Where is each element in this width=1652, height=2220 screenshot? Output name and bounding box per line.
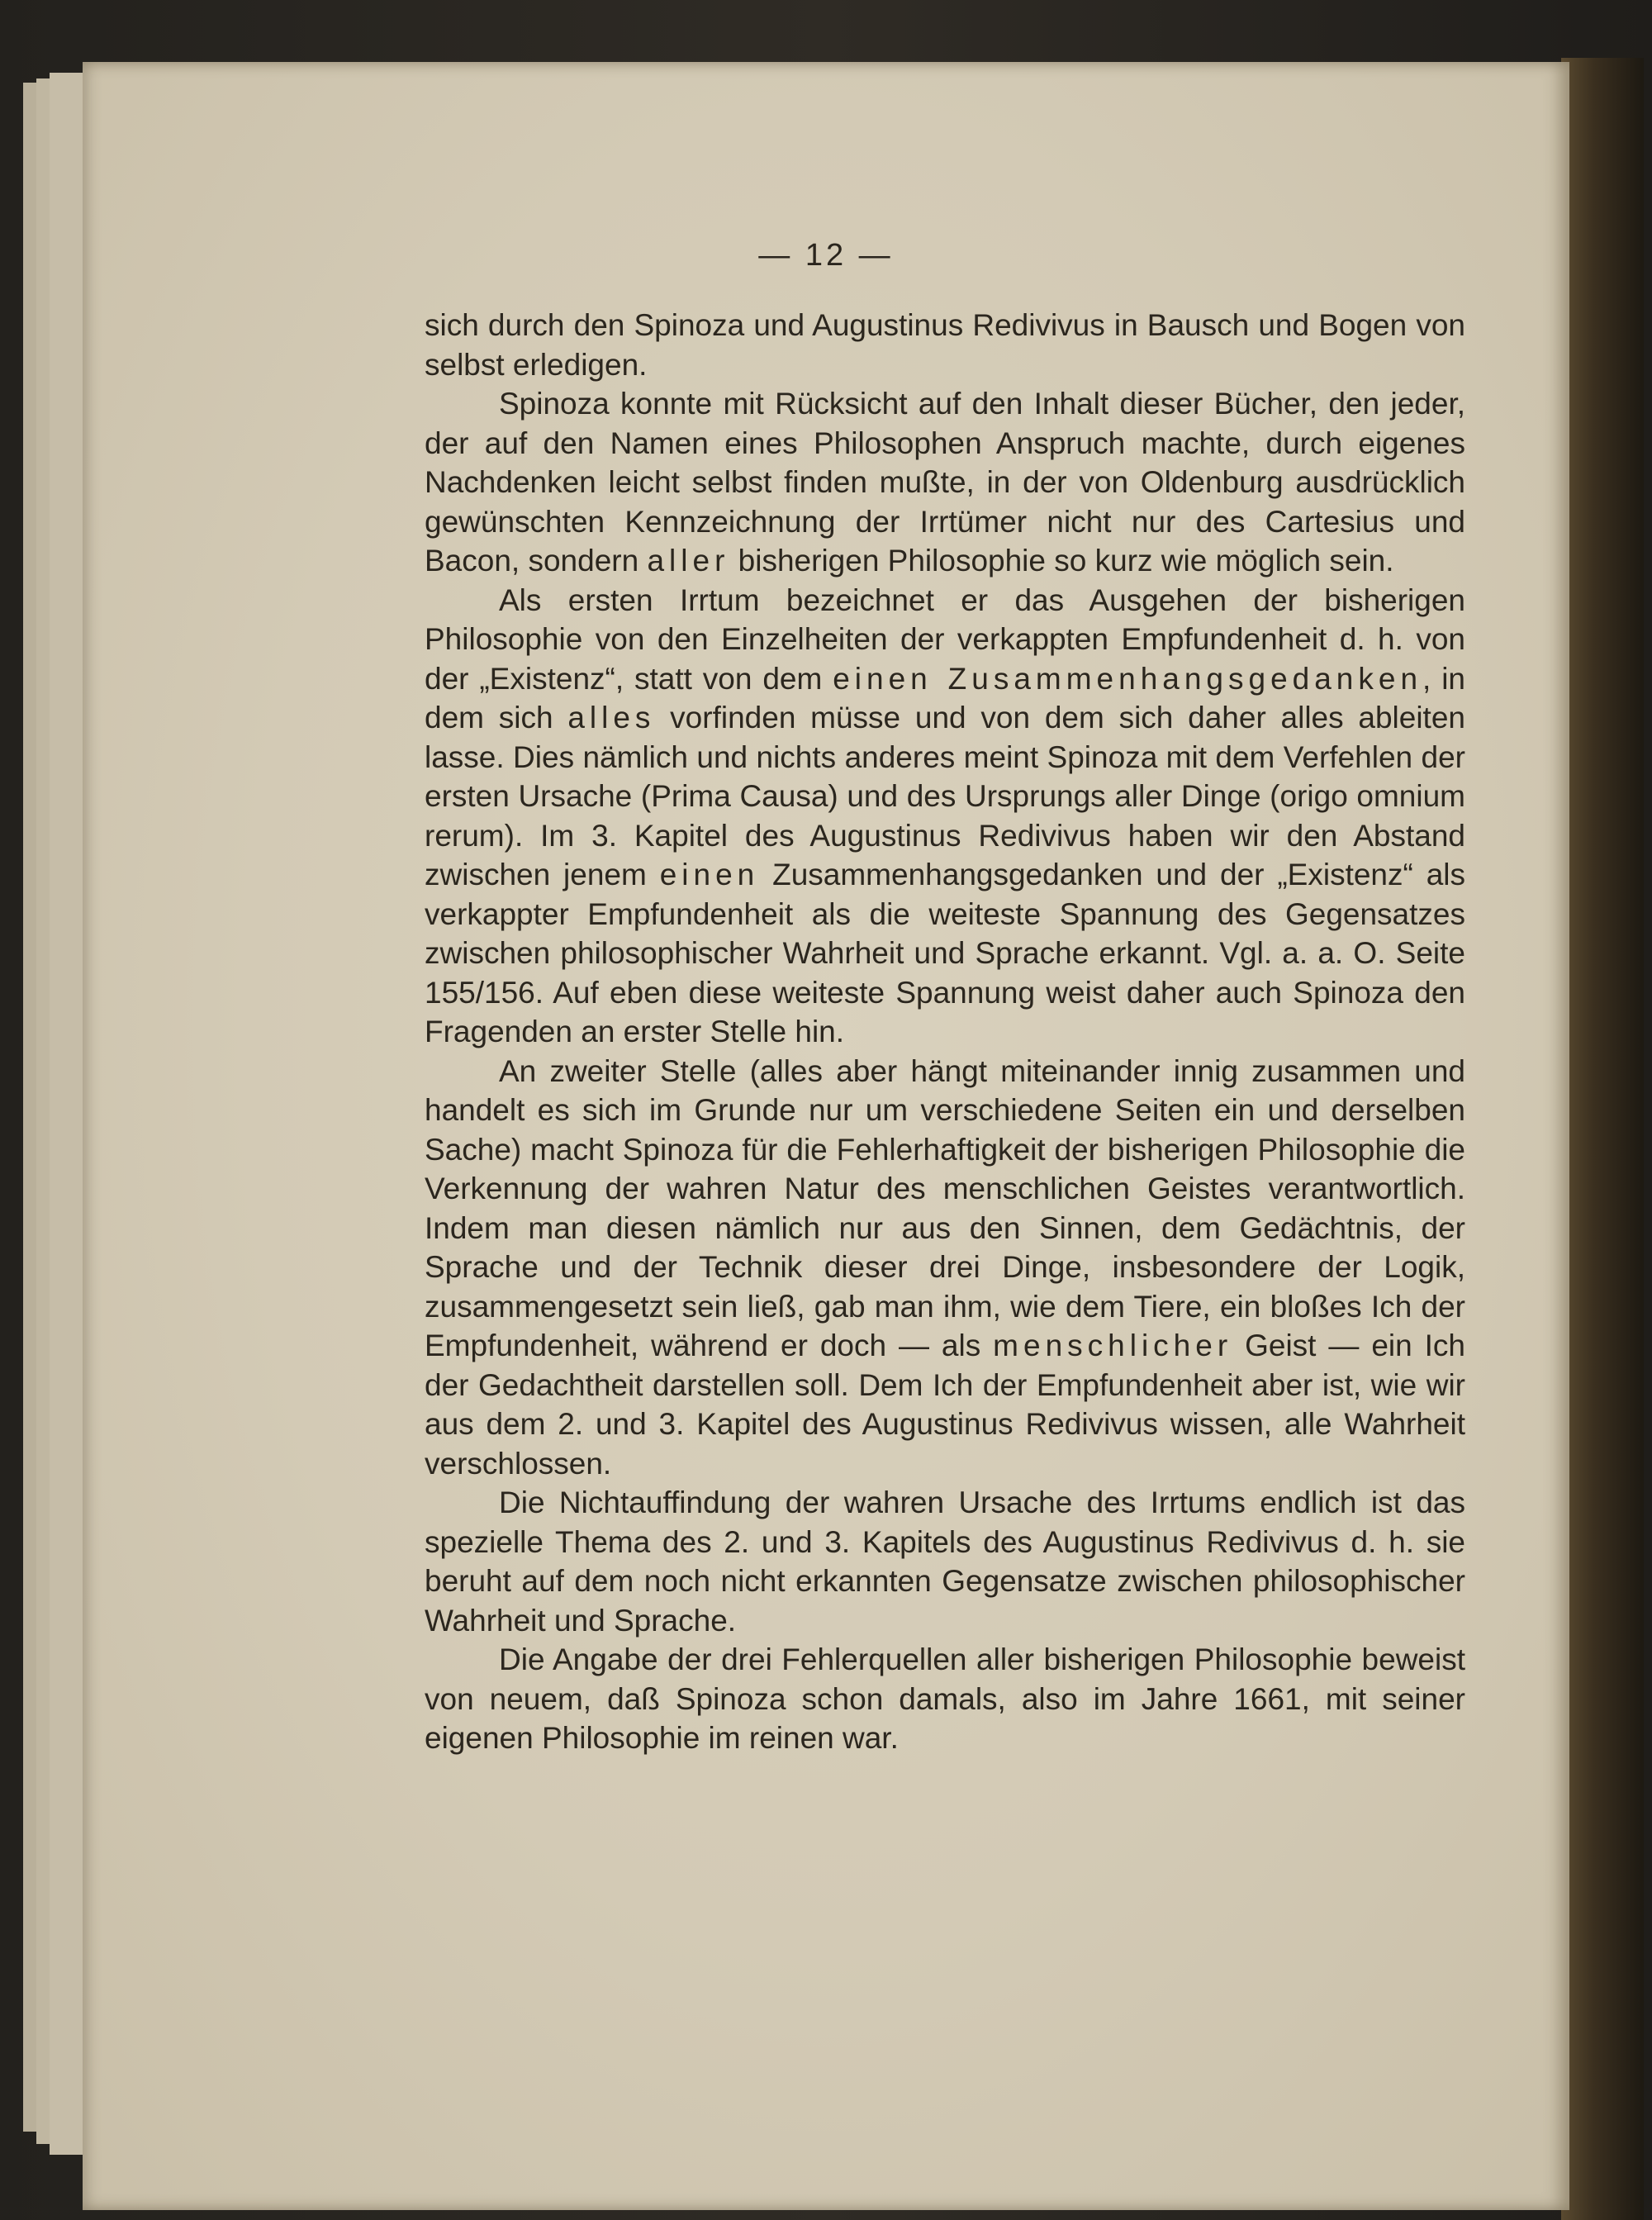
paragraph-5 [425, 1483, 1465, 1640]
emphasis-spaced: menschlicher [993, 1329, 1233, 1362]
text-run: Geist — ein Ich der Gedachtheit darstellen soll. Dem Ich der Empfundenheit aber ist, wie wir aus dem 2. und 3. Kapitel des Augustinus Redivivus wissen, alle Wahrheit verschlossen. [425, 1329, 1465, 1481]
text-run: An zweiter Stelle (alles aber hängt miteinander innig zusammen und handelt es sich im Grunde nur um verschiedene Seiten ein und derselben Sache) macht Spinoza für die Fehlerhaftigkeit der bisherigen Philosophie die Verkennung der wahren Natur des menschlichen Geistes verantwortlich. Indem man diesen nämlich nur aus den Sinnen, dem Gedächtnis, der Sprache und der Technik dieser drei Dinge, insbesondere der Logik, zusammengesetzt sein ließ, gab man ihm, wie dem Tiere, ein bloßes Ich der Empfundenheit, während er doch — als [425, 1053, 1465, 1362]
text-run: Spinoza konnte mit Rücksicht auf den Inhalt dieser Bücher, den jeder, der auf den Namen eines Philosophen Anspruch machte, durch eigenes Nachdenken leicht selbst finden mußte, in der von Oldenburg ausdrücklich gewünschten Kennzeichnung der Irrtümer nicht nur des Cartesius und Bacon, sondern [425, 387, 1465, 578]
paragraph-6 [425, 1640, 1465, 1758]
paragraph-2 [425, 384, 1465, 581]
text-run: , in dem sich [425, 661, 1466, 734]
paragraph-3 [425, 581, 1465, 1052]
emphasis-spaced: einen Zusammenhangsgedanken [833, 661, 1423, 696]
paragraph-1 [425, 306, 1465, 384]
body-text [425, 306, 1465, 1758]
text-run: vorfinden müsse und von dem sich daher alles ableiten lasse. Dies nämlich und nichts anderes meint Spinoza mit dem Verfehlen der ersten Ursache (Prima Causa) und des Ursprungs aller Dinge (origo omnium rerum). Im 3. Kapitel des Augustinus Redivivus haben wir den Abstand zwischen jenem [425, 701, 1465, 891]
text-run: Als ersten Irrtum bezeichnet er das Ausgehen der bisherigen Philosophie von den Einzelheiten der verkappten Empfundenheit d. h. von der „Existenz“, statt von dem [425, 582, 1465, 696]
book-page [83, 62, 1569, 2210]
emphasis-spaced: alles [567, 701, 656, 734]
text-run: Zusammenhangsgedanken und der „Existenz“ als verkappter Empfundenheit als die weiteste Spannung des Gegensatzes zwischen philosophischer Wahrheit und Sprache erkannt. Vgl. a. a. O. Seite 155/156. Auf eben diese weiteste Spannung weist daher auch Spinoza den Fragenden an erster Stelle hin. [425, 858, 1465, 1048]
page-number: — 12 — [758, 238, 894, 273]
text-run: Die Angabe der drei Fehlerquellen aller bisherigen Philosophie beweist von neuem, daß Spinoza schon damals, also im Jahre 1661, mit seiner eigenen Philosophie im reinen war. [425, 1642, 1465, 1755]
book-spine-shadow [1561, 58, 1644, 2220]
emphasis-spaced: aller [647, 544, 730, 578]
text-run: sich durch den Spinoza und Augustinus Redivivus in Bausch und Bogen von selbst erledigen. [425, 308, 1465, 382]
emphasis-spaced: einen [659, 858, 760, 891]
text-run: bisherigen Philosophie so kurz wie möglich sein. [729, 544, 1394, 578]
paragraph-4 [425, 1052, 1465, 1484]
text-run: Die Nichtauffindung der wahren Ursache des Irrtums endlich ist das spezielle Thema des 2. und 3. Kapitels des Augustinus Redivivus d. h. sie beruht auf dem noch nicht erkannten Gegensatze zwischen philosophischer Wahrheit und Sprache. [425, 1486, 1465, 1638]
